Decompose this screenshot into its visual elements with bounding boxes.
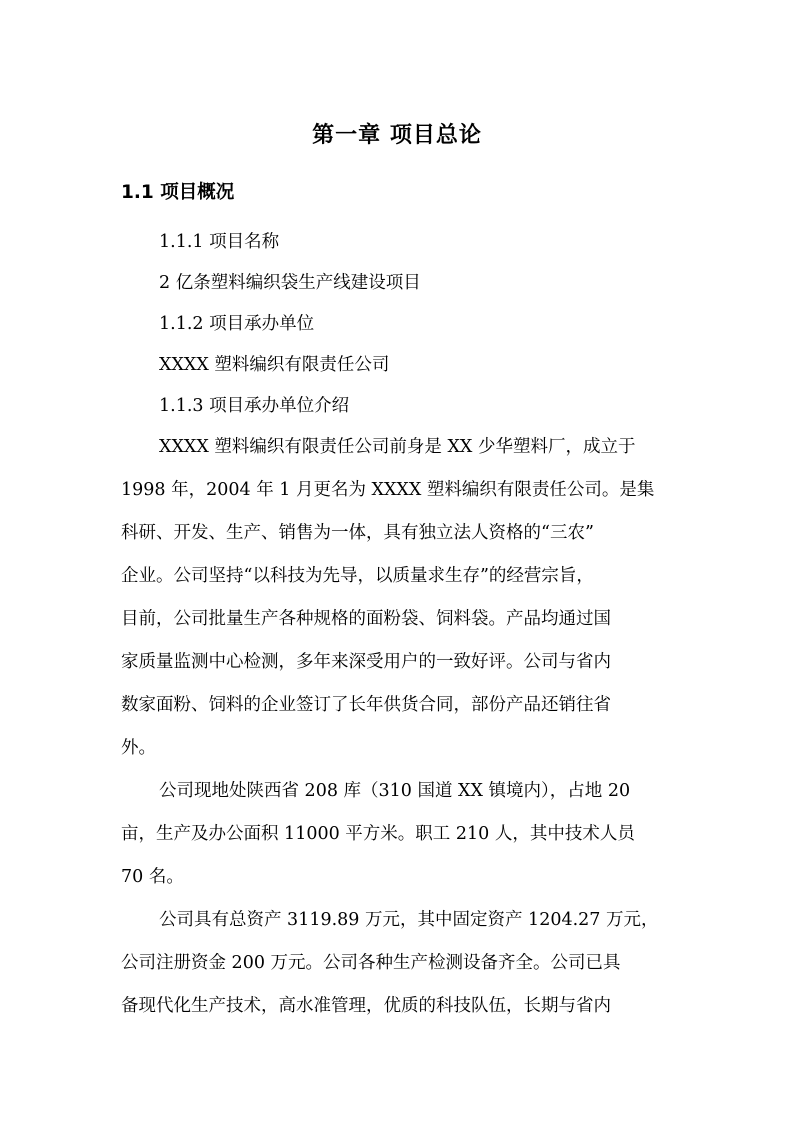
paragraph-line: 公司现地处陕西省 208 库（310 国道 XX 镇境内），占地 20 <box>159 781 631 801</box>
paragraph-line: 备现代化生产技术，高水准管理，优质的科技队伍，长期与省内 <box>121 996 611 1016</box>
undertaking-unit-text: XXXX 塑料编织有限责任公司 <box>159 355 390 375</box>
paragraph-line: XXXX 塑料编织有限责任公司前身是 XX 少华塑料厂，成立于 <box>159 437 636 457</box>
paragraph-line: 70 名。 <box>121 867 184 887</box>
section-title: 1.1 项目概况 <box>121 182 235 203</box>
paragraph-line: 目前，公司批量生产各种规格的面粉袋、饲料袋。产品均通过国 <box>121 609 611 629</box>
subsection-heading-unit-introduction: 1.1.3 项目承办单位介绍 <box>159 396 350 416</box>
paragraph-line: 企业。公司坚持“以科技为先导，以质量求生存”的经营宗旨， <box>121 566 594 586</box>
paragraph-line: 1998 年，2004 年 1 月更名为 XXXX 塑料编织有限责任公司。是集 <box>121 480 655 500</box>
paragraph-line: 外。 <box>121 738 156 758</box>
project-name-text: 2 亿条塑料编织袋生产线建设项目 <box>159 273 421 293</box>
paragraph-line: 科研、开发、生产、销售为一体，具有独立法人资格的“三农” <box>121 523 594 543</box>
paragraph-line: 亩，生产及办公面积 11000 平方米。职工 210 人，其中技术人员 <box>121 824 635 844</box>
paragraph-line: 公司注册资金 200 万元。公司各种生产检测设备齐全。公司已具 <box>121 953 621 973</box>
subsection-heading-undertaking-unit: 1.1.2 项目承办单位 <box>159 314 315 334</box>
paragraph-line: 公司具有总资产 3119.89 万元，其中固定资产 1204.27 万元， <box>159 910 659 930</box>
paragraph-line: 数家面粉、饲料的企业签订了长年供货合同，部份产品还销往省 <box>121 695 611 715</box>
subsection-heading-project-name: 1.1.1 项目名称 <box>159 232 280 252</box>
chapter-title: 第一章 项目总论 <box>312 122 482 148</box>
paragraph-line: 家质量监测中心检测，多年来深受用户的一致好评。公司与省内 <box>121 652 611 672</box>
